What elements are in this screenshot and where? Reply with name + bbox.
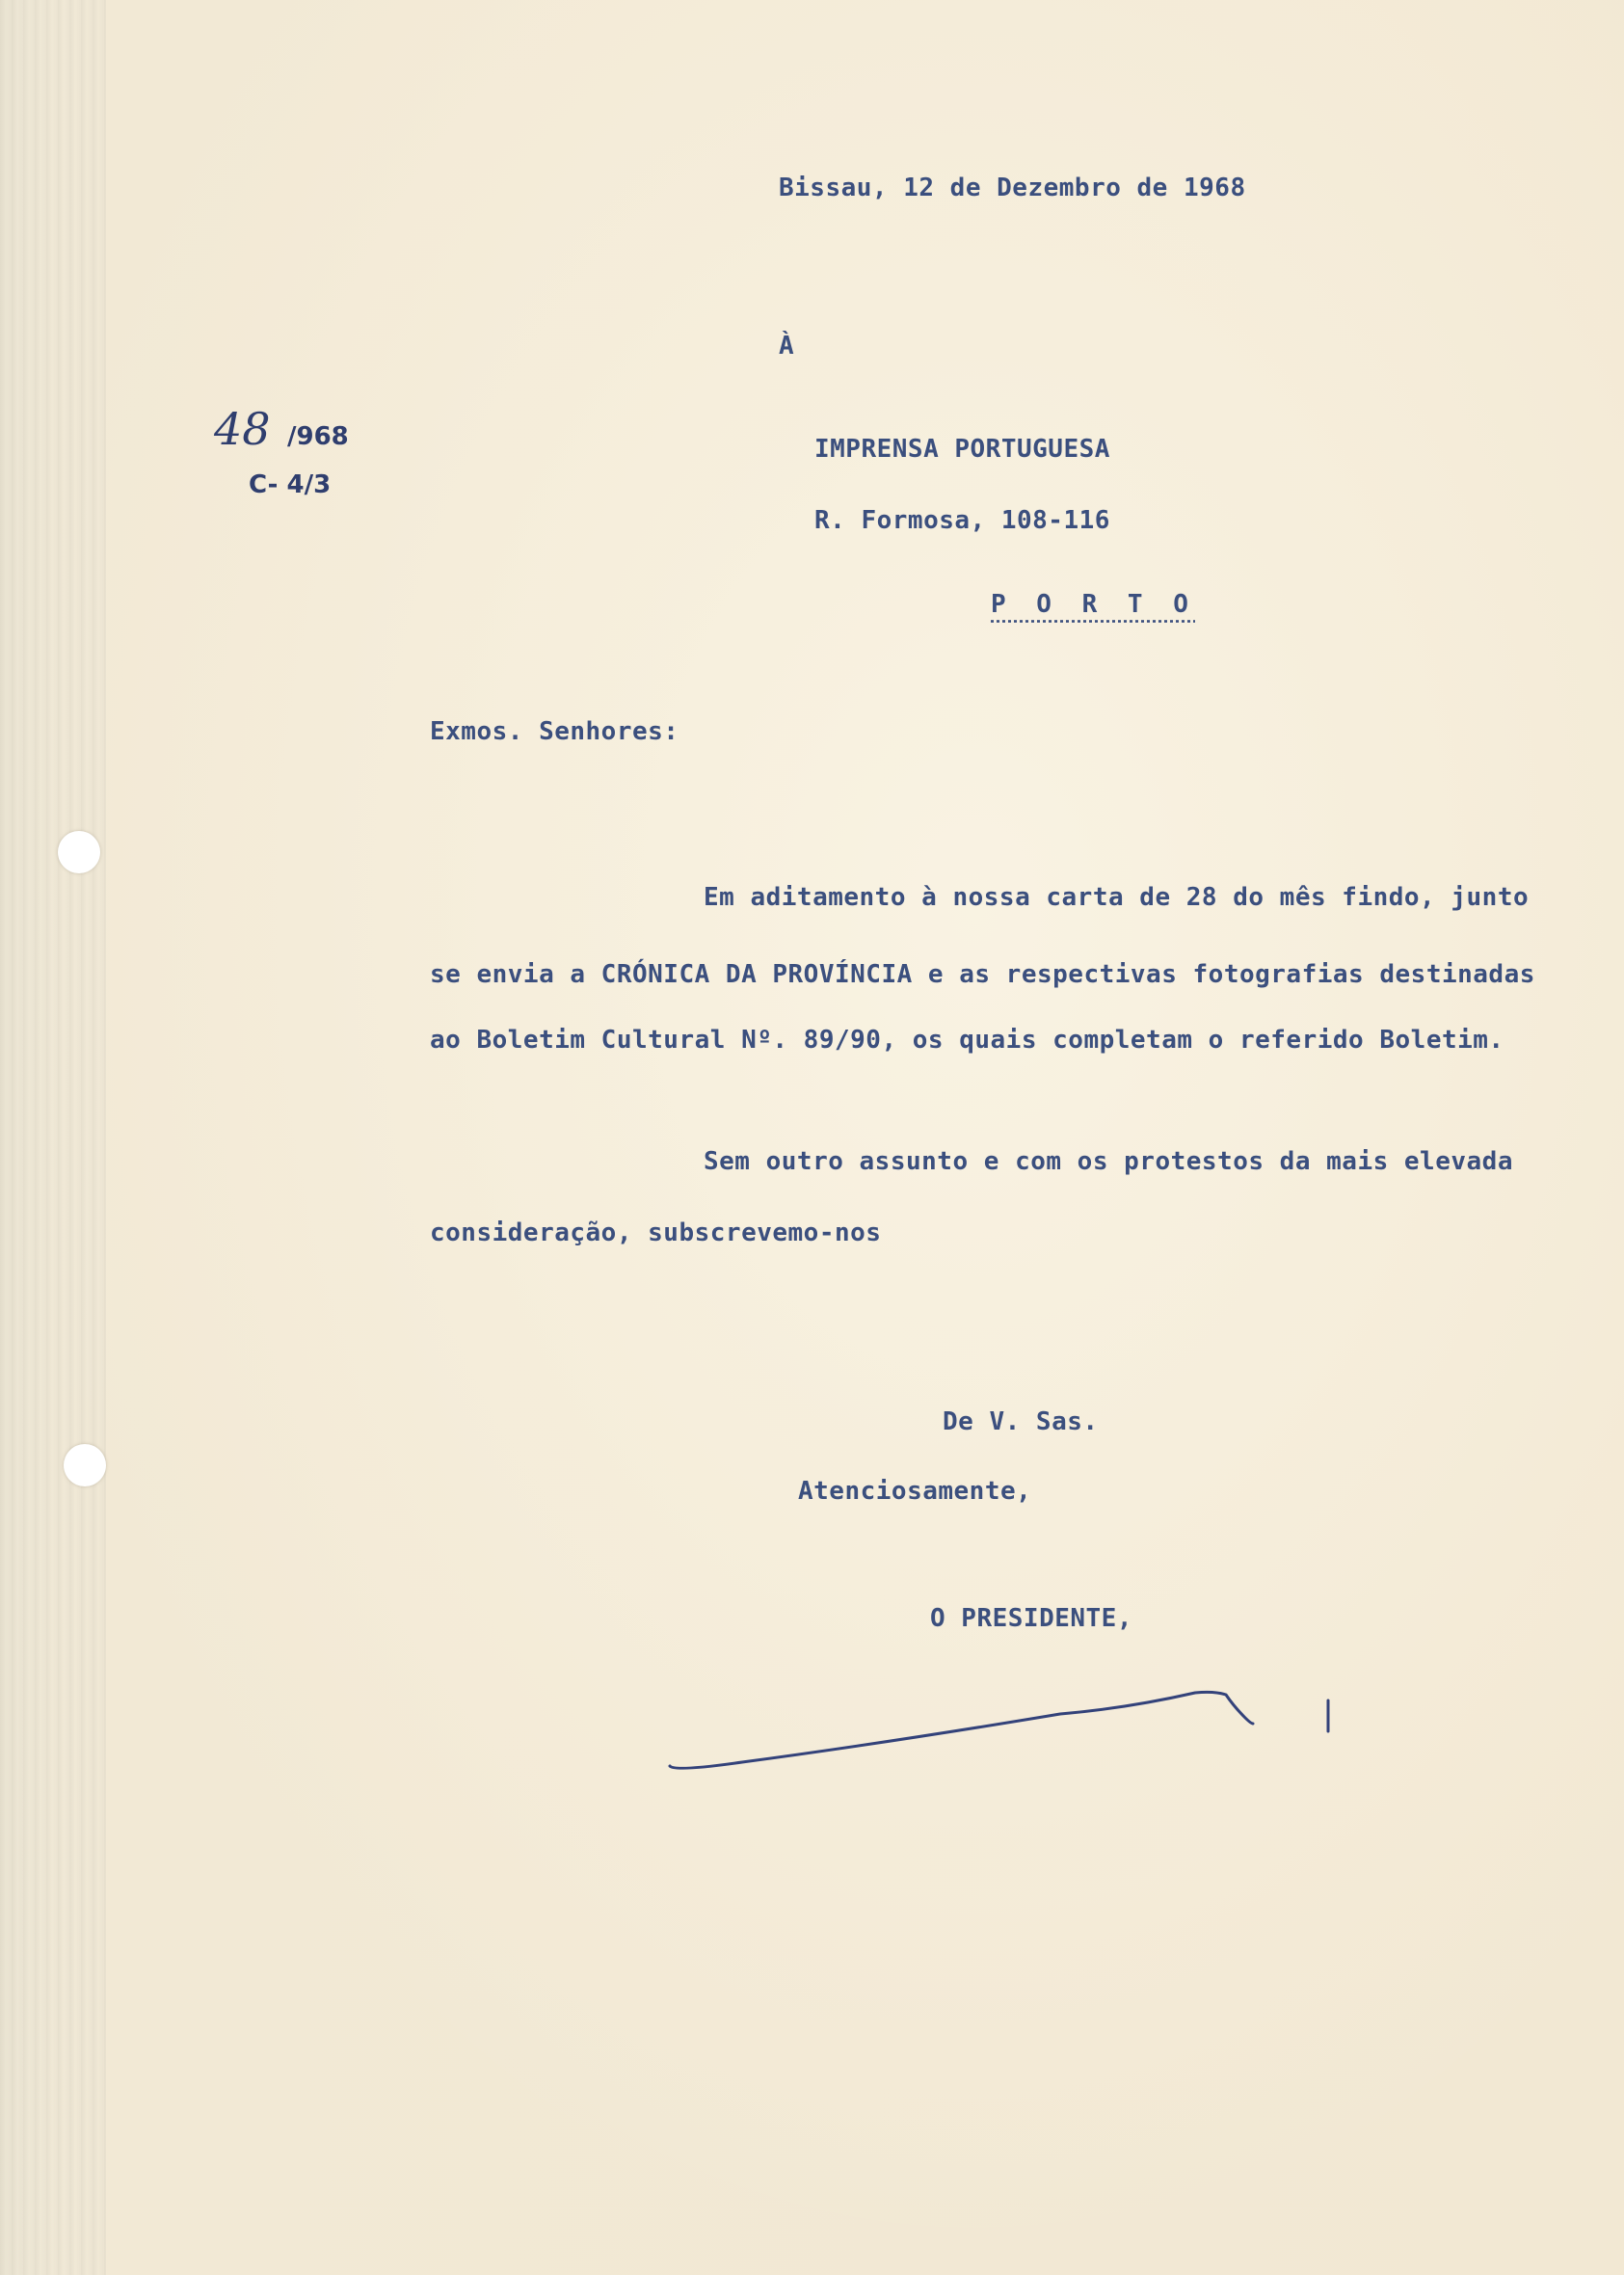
- body-line-3: ao Boletim Cultural Nº. 89/90, os quais completam o referido Boletim.: [430, 1026, 1504, 1055]
- punch-hole-top: [58, 831, 100, 873]
- body-line-2: se envia a CRÓNICA DA PROVÍNCIA e as respectivas fotografias destinadas: [430, 960, 1535, 989]
- reference-year: /968: [287, 422, 349, 451]
- signature: [655, 1658, 1349, 1793]
- recipient-name: IMPRENSA PORTUGUESA: [814, 435, 1110, 464]
- closing-line-2: consideração, subscrevemo-nos: [430, 1218, 882, 1247]
- sign-off-title: O PRESIDENTE,: [930, 1604, 1132, 1633]
- handwritten-number: 48: [214, 403, 271, 455]
- date-line: Bissau, 12 de Dezembro de 1968: [779, 174, 1246, 202]
- body-line-1: Em aditamento à nossa carta de 28 do mês findo, junto: [704, 883, 1530, 912]
- recipient-street: R. Formosa, 108-116: [814, 506, 1110, 535]
- reference-file-code: C- 4/3: [249, 470, 332, 499]
- closing-line-1: Sem outro assunto e com os protestos da mais elevada: [704, 1147, 1513, 1176]
- salutation: Exmos. Senhores:: [430, 717, 679, 746]
- sign-off-line-1: De V. Sas.: [943, 1407, 1099, 1436]
- recipient-city: P O R T O: [991, 590, 1196, 619]
- punch-hole-bottom: [64, 1444, 106, 1486]
- to-marker: À: [779, 332, 795, 361]
- sign-off-line-2: Atenciosamente,: [798, 1477, 1032, 1506]
- binding-strip: [0, 0, 106, 2275]
